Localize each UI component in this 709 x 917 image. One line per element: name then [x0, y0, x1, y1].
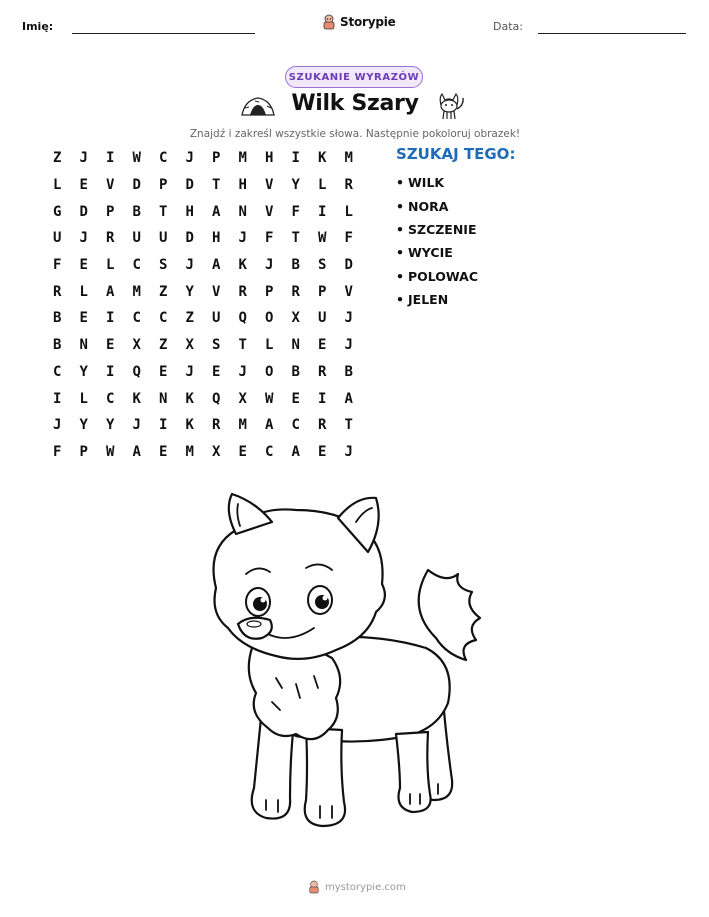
grid-cell[interactable]: U — [53, 230, 62, 247]
grid-cell[interactable]: D — [185, 230, 194, 247]
grid-cell[interactable]: B — [53, 310, 62, 327]
grid-cell[interactable]: B — [132, 203, 141, 220]
grid-cell[interactable]: P — [318, 283, 327, 300]
grid-cell[interactable]: X — [132, 337, 141, 354]
grid-cell[interactable]: O — [265, 310, 274, 327]
grid-cell[interactable]: G — [53, 203, 62, 220]
grid-cell[interactable]: M — [238, 417, 247, 434]
grid-cell[interactable]: W — [318, 230, 327, 247]
grid-cell[interactable]: J — [79, 230, 88, 247]
grid-cell[interactable]: N — [291, 337, 300, 354]
word-list-item — [396, 288, 478, 311]
grid-cell[interactable]: L — [79, 283, 88, 300]
grid-cell[interactable]: U — [159, 230, 168, 247]
grid-cell[interactable]: M — [344, 150, 353, 167]
grid-cell[interactable]: E — [212, 363, 221, 380]
grid-cell[interactable]: I — [318, 203, 327, 220]
grid-cell[interactable]: C — [159, 310, 168, 327]
grid-cell[interactable]: L — [106, 257, 115, 274]
word-list-item — [396, 265, 478, 288]
grid-cell[interactable]: K — [238, 257, 247, 274]
grid-cell[interactable]: L — [318, 177, 327, 194]
grid-cell[interactable]: C — [291, 417, 300, 434]
bullet-icon: • — [396, 175, 404, 191]
grid-cell[interactable]: R — [318, 363, 327, 380]
grid-cell[interactable]: D — [132, 177, 141, 194]
grid-cell[interactable]: L — [344, 203, 353, 220]
grid-cell[interactable]: B — [53, 337, 62, 354]
grid-cell[interactable]: L — [265, 337, 274, 354]
brand-logo — [322, 14, 396, 30]
grid-cell[interactable]: J — [79, 150, 88, 167]
bullet-icon: • — [396, 245, 404, 261]
grid-cell[interactable]: V — [265, 177, 274, 194]
word-label: JELEN — [408, 292, 449, 308]
grid-cell[interactable]: T — [159, 203, 168, 220]
grid-cell[interactable]: N — [238, 203, 247, 220]
grid-cell[interactable]: Z — [159, 337, 168, 354]
activity-badge: SZUKANIE WYRAZÓW — [285, 66, 423, 88]
grid-cell[interactable]: B — [344, 363, 353, 380]
grid-cell[interactable]: J — [344, 337, 353, 354]
grid-cell[interactable]: E — [159, 443, 168, 460]
grid-cell[interactable]: U — [212, 310, 221, 327]
grid-cell[interactable]: R — [238, 283, 247, 300]
grid-cell[interactable]: L — [79, 390, 88, 407]
grid-cell[interactable]: M — [132, 283, 141, 300]
grid-cell[interactable]: D — [344, 257, 353, 274]
grid-cell[interactable]: Q — [212, 390, 221, 407]
grid-cell[interactable]: R — [212, 417, 221, 434]
grid-cell[interactable]: C — [132, 310, 141, 327]
grid-cell[interactable]: Y — [106, 417, 115, 434]
word-list-item — [396, 218, 478, 241]
grid-cell[interactable]: I — [53, 390, 62, 407]
brand-name: Storypie — [340, 15, 396, 29]
grid-cell[interactable]: L — [53, 177, 62, 194]
grid-cell[interactable]: J — [53, 417, 62, 434]
grid-cell[interactable]: E — [79, 177, 88, 194]
grid-cell[interactable]: C — [159, 150, 168, 167]
word-list-item — [396, 171, 478, 194]
grid-cell[interactable]: A — [291, 443, 300, 460]
grid-cell[interactable]: T — [291, 230, 300, 247]
grid-cell[interactable]: J — [344, 310, 353, 327]
grid-cell[interactable]: V — [344, 283, 353, 300]
grid-cell[interactable]: J — [132, 417, 141, 434]
grid-cell[interactable]: X — [238, 390, 247, 407]
grid-cell[interactable]: S — [212, 337, 221, 354]
grid-cell[interactable]: P — [159, 177, 168, 194]
grid-cell[interactable]: I — [318, 390, 327, 407]
grid-cell[interactable]: A — [344, 390, 353, 407]
grid-cell[interactable]: F — [291, 203, 300, 220]
grid-cell[interactable]: F — [265, 230, 274, 247]
grid-cell[interactable]: A — [132, 443, 141, 460]
grid-cell[interactable]: P — [79, 443, 88, 460]
grid-cell[interactable]: A — [212, 257, 221, 274]
grid-cell[interactable]: A — [212, 203, 221, 220]
word-list-title: SZUKAJ TEGO: — [396, 145, 516, 163]
grid-cell[interactable]: E — [291, 390, 300, 407]
grid-cell[interactable]: I — [159, 417, 168, 434]
grid-cell[interactable]: E — [318, 337, 327, 354]
grid-cell[interactable]: X — [185, 337, 194, 354]
grid-cell[interactable]: Y — [185, 283, 194, 300]
grid-cell[interactable]: I — [106, 150, 115, 167]
grid-cell[interactable]: N — [79, 337, 88, 354]
grid-cell[interactable]: V — [265, 203, 274, 220]
grid-cell[interactable]: Z — [185, 310, 194, 327]
footer — [308, 880, 406, 894]
grid-cell[interactable]: C — [53, 363, 62, 380]
grid-cell[interactable]: U — [132, 230, 141, 247]
grid-cell[interactable]: E — [79, 257, 88, 274]
grid-cell[interactable]: S — [159, 257, 168, 274]
grid-cell[interactable]: K — [318, 150, 327, 167]
word-label: POLOWAC — [408, 268, 479, 284]
grid-cell[interactable]: Q — [132, 363, 141, 380]
storypie-logo-icon — [322, 14, 336, 30]
grid-cell[interactable]: W — [132, 150, 141, 167]
grid-cell[interactable]: H — [212, 230, 221, 247]
grid-cell[interactable]: D — [185, 177, 194, 194]
grid-cell[interactable]: C — [106, 390, 115, 407]
grid-cell[interactable]: T — [344, 417, 353, 434]
grid-cell[interactable]: S — [318, 257, 327, 274]
grid-cell[interactable]: P — [265, 283, 274, 300]
grid-cell[interactable]: R — [53, 283, 62, 300]
grid-cell[interactable]: T — [238, 337, 247, 354]
word-label: SZCZENIE — [408, 221, 477, 237]
grid-cell[interactable]: E — [159, 363, 168, 380]
grid-cell[interactable]: Z — [159, 283, 168, 300]
grid-cell[interactable]: M — [185, 443, 194, 460]
page-title: Wilk Szary — [291, 91, 419, 116]
word-list-item — [396, 241, 478, 264]
grid-cell[interactable]: E — [318, 443, 327, 460]
grid-cell[interactable]: F — [53, 257, 62, 274]
grid-cell[interactable]: A — [265, 417, 274, 434]
grid-cell[interactable]: T — [212, 177, 221, 194]
grid-cell[interactable]: C — [265, 443, 274, 460]
bullet-icon: • — [396, 292, 404, 308]
grid-cell[interactable]: K — [185, 417, 194, 434]
name-write-line[interactable] — [72, 33, 255, 34]
grid-cell[interactable]: M — [238, 150, 247, 167]
grid-cell[interactable]: F — [344, 230, 353, 247]
word-list-item — [396, 194, 478, 217]
grid-cell[interactable]: I — [106, 310, 115, 327]
grid-cell[interactable]: E — [238, 443, 247, 460]
wolf-coloring-illustration[interactable] — [196, 488, 512, 838]
grid-cell[interactable]: A — [106, 283, 115, 300]
word-list — [396, 171, 478, 311]
grid-cell[interactable]: J — [238, 363, 247, 380]
bullet-icon: • — [396, 268, 404, 284]
grid-cell[interactable]: E — [106, 337, 115, 354]
grid-cell[interactable]: J — [238, 230, 247, 247]
grid-cell[interactable]: I — [106, 363, 115, 380]
name-label: Imię: — [22, 20, 54, 33]
grid-cell[interactable]: H — [265, 150, 274, 167]
grid-cell[interactable]: Y — [79, 417, 88, 434]
grid-cell[interactable]: W — [265, 390, 274, 407]
grid-cell[interactable]: P — [212, 150, 221, 167]
footer-url: mystorypie.com — [325, 881, 406, 893]
grid-cell[interactable]: R — [344, 177, 353, 194]
grid-cell[interactable]: J — [185, 257, 194, 274]
grid-cell[interactable]: B — [291, 257, 300, 274]
grid-cell[interactable]: D — [79, 203, 88, 220]
grid-cell[interactable]: N — [159, 390, 168, 407]
grid-cell[interactable]: K — [185, 390, 194, 407]
grid-cell[interactable]: R — [106, 230, 115, 247]
grid-cell[interactable]: E — [79, 310, 88, 327]
grid-cell[interactable]: Q — [238, 310, 247, 327]
wolf-pup-icon — [433, 91, 467, 121]
grid-cell[interactable]: K — [132, 390, 141, 407]
grid-cell[interactable]: B — [291, 363, 300, 380]
grid-cell[interactable]: X — [291, 310, 300, 327]
grid-cell[interactable]: X — [212, 443, 221, 460]
grid-cell[interactable]: H — [238, 177, 247, 194]
grid-cell[interactable]: Y — [79, 363, 88, 380]
grid-cell[interactable]: J — [185, 150, 194, 167]
word-label: WYCIE — [408, 245, 453, 261]
word-search-grid[interactable] — [44, 145, 362, 465]
grid-cell[interactable]: J — [265, 257, 274, 274]
grid-cell[interactable]: P — [106, 203, 115, 220]
grid-cell[interactable]: V — [212, 283, 221, 300]
date-label: Data: — [493, 20, 523, 33]
grid-cell[interactable]: U — [318, 310, 327, 327]
grid-cell[interactable]: I — [291, 150, 300, 167]
grid-cell[interactable]: Y — [291, 177, 300, 194]
grid-cell[interactable]: J — [185, 363, 194, 380]
grid-cell[interactable]: C — [132, 257, 141, 274]
bullet-icon: • — [396, 198, 404, 214]
date-write-line[interactable] — [538, 33, 686, 34]
word-label: WILK — [408, 175, 445, 191]
grid-cell[interactable]: R — [318, 417, 327, 434]
grid-cell[interactable]: H — [185, 203, 194, 220]
grid-cell[interactable]: R — [291, 283, 300, 300]
grid-cell[interactable]: V — [106, 177, 115, 194]
instructions-text: Znajdź i zakreśl wszystkie słowa. Następnie pokoloruj obrazek! — [189, 128, 521, 140]
grid-cell[interactable]: O — [265, 363, 274, 380]
bullet-icon: • — [396, 221, 404, 237]
storypie-logo-icon — [308, 880, 320, 894]
grid-cell[interactable]: Z — [53, 150, 62, 167]
grid-cell[interactable]: F — [53, 443, 62, 460]
grid-cell[interactable]: J — [344, 443, 353, 460]
grid-cell[interactable]: W — [106, 443, 115, 460]
word-label: NORA — [408, 198, 449, 214]
